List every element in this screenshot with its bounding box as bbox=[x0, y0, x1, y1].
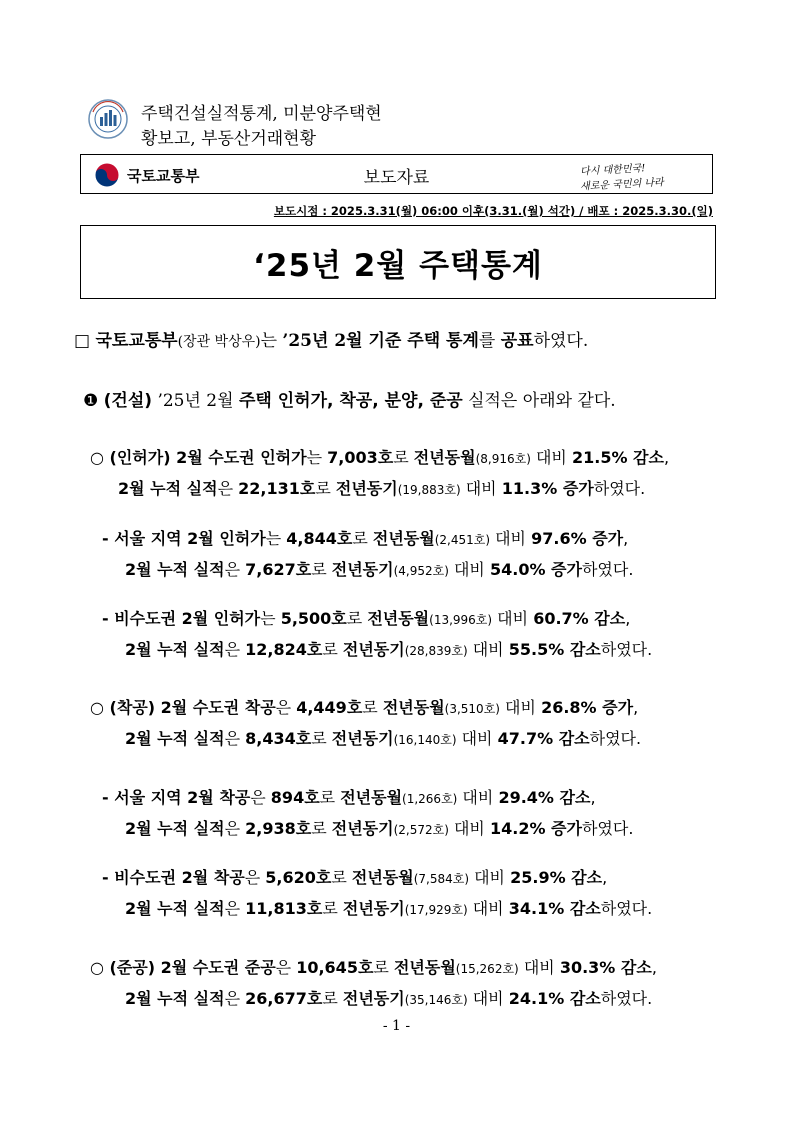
item-text: 로 bbox=[331, 868, 352, 887]
item-heading: - 비수도권 2월 인허가 bbox=[102, 609, 261, 628]
item-value: 11,813호 bbox=[245, 899, 323, 918]
section-marker: ❶ bbox=[83, 391, 99, 411]
page-number: - 1 - bbox=[382, 1018, 411, 1034]
intro-paragraph bbox=[74, 326, 588, 351]
item-heading: ○ (착공) 2월 수도권 착공 bbox=[90, 698, 276, 717]
slogan bbox=[579, 160, 680, 193]
item-change: 21.5% 감소 bbox=[571, 448, 664, 467]
item-heading: 2월 누적 실적 bbox=[125, 989, 225, 1008]
item-text: 대비 bbox=[467, 989, 509, 1008]
page-title: ‘25년 2월 주택통계 bbox=[253, 247, 543, 284]
section-text: ’25년 2월 bbox=[152, 391, 239, 411]
item-compare-label: 전년동월 bbox=[372, 529, 435, 548]
item-heading: 2월 누적 실적 bbox=[125, 899, 225, 918]
statistics-emblem-icon bbox=[87, 98, 129, 140]
item-value: 5,620호 bbox=[265, 868, 332, 887]
item-text: 로 bbox=[322, 989, 343, 1008]
item-text: , bbox=[602, 868, 608, 887]
item-compare-label: 전년동월 bbox=[340, 788, 403, 807]
item-text: 대비 bbox=[492, 609, 534, 628]
item-text: 하였다. bbox=[593, 479, 646, 498]
item-text: 는 bbox=[306, 448, 328, 467]
item-text: 은 bbox=[224, 560, 246, 579]
intro-ministry: 국토교통부 bbox=[95, 331, 178, 351]
item-text: 은 bbox=[224, 819, 246, 838]
item-text: 은 bbox=[250, 788, 271, 807]
item-text: 은 bbox=[244, 868, 266, 887]
item-text: 로 bbox=[373, 958, 394, 977]
item-text: 대비 bbox=[467, 640, 509, 659]
item-value: 894호 bbox=[270, 788, 320, 807]
item-text: , bbox=[623, 529, 629, 548]
section-bold: 주택 인허가, 착공, 분양, 준공 bbox=[238, 391, 463, 411]
release-info: 보도시점 : 2025.3.31(월) 06:00 이후(3.31.(월) 석간) / 배포 : 2025.3.30.(일) bbox=[273, 204, 713, 218]
item-text: 은 bbox=[224, 989, 246, 1008]
intro-minister: (장관 박상우) bbox=[177, 334, 261, 350]
item-line1 bbox=[102, 785, 596, 808]
item-heading: 2월 누적 실적 bbox=[125, 640, 225, 659]
item-text: 로 bbox=[322, 640, 343, 659]
item-value: 4,844호 bbox=[286, 529, 353, 548]
item-text: 대비 bbox=[448, 560, 490, 579]
item-text: 은 bbox=[217, 479, 239, 498]
item-value: 2,938호 bbox=[245, 819, 312, 838]
item-change: 47.7% 감소 bbox=[497, 729, 590, 748]
item-compare-label: 전년동기 bbox=[342, 640, 405, 659]
item-text: 로 bbox=[319, 788, 341, 807]
item-compare-label: 전년동월 bbox=[393, 958, 456, 977]
item-value: 8,434호 bbox=[245, 729, 312, 748]
item-line1 bbox=[90, 955, 657, 978]
item-text: 대비 bbox=[530, 448, 572, 467]
item-compare-value: (13,996호) bbox=[429, 613, 493, 627]
item-compare-label: 전년동기 bbox=[342, 899, 405, 918]
item-compare-value: (2,572호) bbox=[393, 823, 449, 837]
item-line1 bbox=[90, 695, 638, 718]
item-line2 bbox=[125, 726, 641, 749]
item-heading: ○ (준공) 2월 수도권 준공 bbox=[90, 958, 276, 977]
item-line1 bbox=[102, 865, 607, 888]
slogan-line2: 새로운 국민의 나라 bbox=[579, 177, 664, 193]
item-compare-value: (28,839호) bbox=[404, 644, 468, 658]
item-text: 로 bbox=[315, 479, 336, 498]
section-label: (건설) bbox=[103, 391, 153, 411]
item-text: 로 bbox=[322, 899, 343, 918]
item-value: 7,003호 bbox=[327, 448, 394, 467]
item-change: 26.8% 증가 bbox=[541, 698, 634, 717]
item-text: 하였다. bbox=[600, 989, 653, 1008]
item-text: 대비 bbox=[469, 868, 511, 887]
item-text: 대비 bbox=[467, 899, 509, 918]
item-text: 대비 bbox=[448, 819, 490, 838]
item-compare-value: (7,584호) bbox=[413, 872, 469, 886]
item-value: 12,824호 bbox=[245, 640, 323, 659]
item-compare-label: 전년동기 bbox=[335, 479, 398, 498]
item-line1 bbox=[102, 526, 628, 549]
item-text: 하였다. bbox=[589, 729, 642, 748]
item-compare-label: 전년동기 bbox=[331, 819, 394, 838]
item-text: 대비 bbox=[460, 479, 502, 498]
item-text: , bbox=[625, 609, 631, 628]
item-text: 로 bbox=[311, 560, 332, 579]
item-compare-value: (19,883호) bbox=[397, 483, 461, 497]
item-value: 4,449호 bbox=[296, 698, 363, 717]
item-text: 대비 bbox=[456, 729, 498, 748]
item-heading: 2월 누적 실적 bbox=[125, 819, 225, 838]
item-compare-label: 전년동월 bbox=[351, 868, 414, 887]
item-text: 로 bbox=[352, 529, 373, 548]
item-heading: 2월 누적 실적 bbox=[118, 479, 218, 498]
item-heading: 2월 누적 실적 bbox=[125, 560, 225, 579]
item-heading: - 서울 지역 2월 착공 bbox=[102, 788, 251, 807]
item-compare-value: (15,262호) bbox=[455, 962, 519, 976]
item-change: 30.3% 감소 bbox=[559, 958, 652, 977]
item-line1 bbox=[102, 606, 630, 629]
item-heading: 2월 누적 실적 bbox=[125, 729, 225, 748]
press-label: 보도자료 bbox=[363, 168, 430, 188]
item-compare-value: (35,146호) bbox=[404, 993, 468, 1007]
intro-text: 는 bbox=[260, 331, 283, 351]
item-heading: - 비수도권 2월 착공 bbox=[102, 868, 245, 887]
intro-bold: ’25년 2월 기준 주택 통계 bbox=[282, 331, 479, 351]
item-text: 로 bbox=[311, 819, 332, 838]
item-text: 은 bbox=[224, 899, 246, 918]
item-text: 은 bbox=[275, 698, 297, 717]
item-compare-label: 전년동월 bbox=[413, 448, 476, 467]
item-change: 29.4% 감소 bbox=[498, 788, 591, 807]
item-value: 26,677호 bbox=[245, 989, 323, 1008]
item-heading: - 서울 지역 2월 인허가 bbox=[102, 529, 266, 548]
item-value: 10,645호 bbox=[296, 958, 374, 977]
item-text: 대비 bbox=[457, 788, 499, 807]
item-compare-value: (4,952호) bbox=[393, 564, 449, 578]
item-text: 로 bbox=[393, 448, 414, 467]
item-text: 하였다. bbox=[600, 640, 653, 659]
item-compare-value: (8,916호) bbox=[475, 452, 531, 466]
item-text: 대비 bbox=[490, 529, 532, 548]
item-text: 은 bbox=[275, 958, 297, 977]
item-text: 는 bbox=[265, 529, 287, 548]
section-text: 실적은 아래와 같다. bbox=[462, 391, 616, 411]
item-compare-label: 전년동기 bbox=[331, 560, 394, 579]
item-compare-value: (2,451호) bbox=[434, 533, 491, 547]
item-compare-value: (3,510호) bbox=[444, 702, 500, 716]
intro-text: 를 bbox=[478, 331, 501, 351]
item-line2 bbox=[125, 896, 652, 919]
intro-text: 하였다. bbox=[533, 331, 589, 351]
item-line2 bbox=[125, 557, 633, 580]
item-compare-label: 전년동기 bbox=[342, 989, 405, 1008]
item-text: 로 bbox=[346, 609, 368, 628]
item-heading: ○ (인허가) 2월 수도권 인허가 bbox=[90, 448, 307, 467]
item-text: 하였다. bbox=[581, 819, 634, 838]
item-compare-value: (17,929호) bbox=[404, 903, 468, 917]
ministry-name: 국토교통부 bbox=[127, 166, 200, 185]
item-value: 5,500호 bbox=[280, 609, 347, 628]
item-text: 대비 bbox=[518, 958, 560, 977]
item-line2 bbox=[125, 986, 652, 1009]
item-value: 7,627호 bbox=[245, 560, 312, 579]
item-text: 은 bbox=[224, 640, 246, 659]
item-compare-label: 전년동기 bbox=[331, 729, 394, 748]
slogan-line1: 다시 대한민국! bbox=[579, 163, 646, 178]
item-change: 97.6% 증가 bbox=[531, 529, 624, 548]
item-change: 34.1% 감소 bbox=[508, 899, 601, 918]
item-text: 대비 bbox=[499, 698, 542, 717]
item-line2 bbox=[125, 816, 633, 839]
intro-bullet: □ bbox=[74, 331, 91, 351]
item-compare-label: 전년동월 bbox=[367, 609, 430, 628]
item-text: 은 bbox=[224, 729, 246, 748]
section-construction bbox=[83, 386, 616, 411]
item-compare-value: (16,140호) bbox=[393, 733, 457, 747]
item-value: 22,131호 bbox=[238, 479, 316, 498]
item-change: 54.0% 증가 bbox=[489, 560, 582, 579]
item-change: 60.7% 감소 bbox=[533, 609, 626, 628]
item-change: 11.3% 증가 bbox=[501, 479, 594, 498]
item-line2 bbox=[118, 476, 645, 499]
item-change: 55.5% 감소 bbox=[508, 640, 601, 659]
taegeuk-icon bbox=[93, 161, 121, 189]
item-text: 로 bbox=[311, 729, 332, 748]
item-text: 하였다. bbox=[600, 899, 653, 918]
doc-subject-line1: 주택건설실적통계, 미분양주택현 bbox=[141, 104, 382, 124]
item-change: 14.2% 증가 bbox=[489, 819, 582, 838]
item-text: , bbox=[663, 448, 670, 467]
item-line1 bbox=[90, 445, 669, 468]
intro-bold: 공표 bbox=[500, 331, 534, 351]
doc-subject-line2: 황보고, 부동산거래현황 bbox=[141, 129, 317, 149]
item-text: , bbox=[651, 958, 657, 977]
item-line2 bbox=[125, 637, 652, 660]
item-text: , bbox=[633, 698, 639, 717]
item-change: 24.1% 감소 bbox=[508, 989, 601, 1008]
item-text: 는 bbox=[260, 609, 281, 628]
title-box bbox=[80, 225, 716, 299]
item-compare-value: (1,266호) bbox=[402, 792, 458, 806]
item-text: , bbox=[590, 788, 596, 807]
item-text: 하였다. bbox=[581, 560, 634, 579]
item-text: 로 bbox=[362, 698, 383, 717]
item-change: 25.9% 감소 bbox=[510, 868, 603, 887]
ministry-logo bbox=[93, 161, 199, 189]
item-compare-label: 전년동월 bbox=[382, 698, 445, 717]
